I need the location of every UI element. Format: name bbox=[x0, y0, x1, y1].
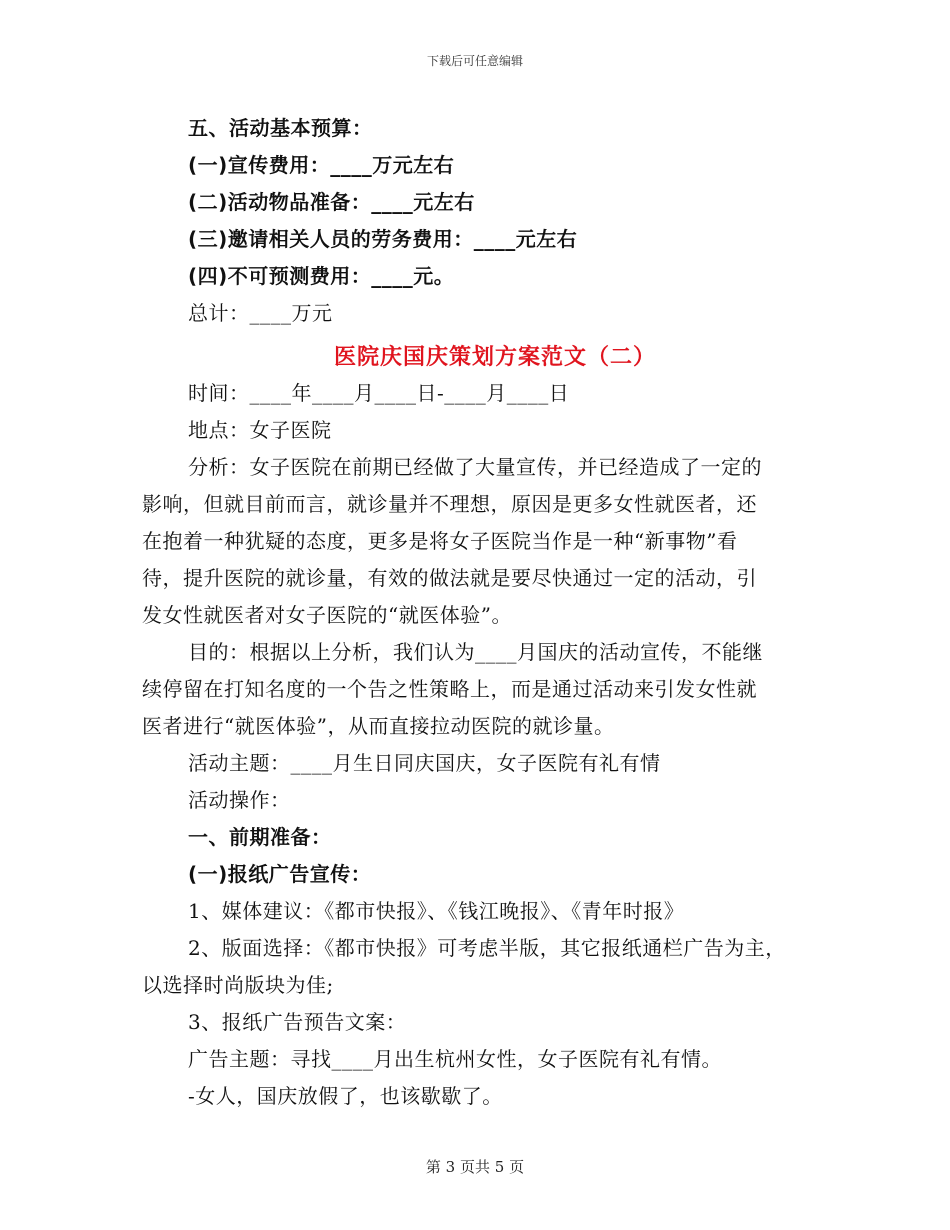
layout-line: 2、版面选择：《都市快报》可考虑半版，其它报纸通栏广告为主， bbox=[188, 936, 786, 960]
ad-line: -女人，国庆放假了，也该歇歇了。 bbox=[188, 1084, 503, 1108]
page-header: 下载后可任意编辑 bbox=[426, 54, 523, 68]
budget-item: (四)不可预测费用：____元。 bbox=[188, 264, 455, 288]
budget-heading: 五、活动基本预算： bbox=[188, 116, 373, 140]
operation-line: 活动操作： bbox=[188, 788, 291, 812]
theme-line: 活动主题：____月生日同庆国庆，女子医院有礼有情 bbox=[188, 751, 661, 775]
time-line: 时间：____年____月____日-____月____日 bbox=[188, 381, 570, 405]
purpose-line: 目的：根据以上分析，我们认为____月国庆的活动宣传，不能继 bbox=[188, 640, 763, 664]
document-title: 医院庆国庆策划方案范文（二） bbox=[333, 345, 656, 370]
media-line: 1、媒体建议：《都市快报》、《钱江晚报》、《青年时报》 bbox=[188, 899, 685, 923]
purpose-line: 医者进行“就医体验”，从而直接拉动医院的就诊量。 bbox=[142, 714, 615, 738]
budget-total: 总计：____万元 bbox=[188, 301, 333, 325]
analysis-line: 待，提升医院的就诊量，有效的做法就是要尽快通过一定的活动，引 bbox=[142, 566, 757, 590]
purpose-line: 续停留在打知名度的一个告之性策略上，而是通过活动来引发女性就 bbox=[142, 677, 757, 701]
ad-theme-line: 广告主题：寻找____月出生杭州女性，女子医院有礼有情。 bbox=[188, 1047, 722, 1071]
place-line: 地点：女子医院 bbox=[188, 418, 332, 442]
analysis-line: 影响，但就目前而言，就诊量并不理想，原因是更多女性就医者，还 bbox=[142, 492, 757, 516]
newspaper-heading: (一)报纸广告宣传： bbox=[188, 862, 372, 886]
copy-heading: 3、报纸广告预告文案： bbox=[188, 1010, 407, 1034]
budget-item: (三)邀请相关人员的劳务费用：____元左右 bbox=[188, 227, 578, 251]
layout-line: 以选择时尚版块为佳; bbox=[142, 973, 334, 997]
budget-item: (一)宣传费用：____万元左右 bbox=[188, 153, 455, 177]
analysis-line: 分析：女子医院在前期已经做了大量宣传，并已经造成了一定的 bbox=[188, 455, 762, 479]
budget-item: (二)活动物品准备：____元左右 bbox=[188, 190, 475, 214]
prep-heading: 一、前期准备： bbox=[188, 825, 332, 849]
analysis-line: 在抱着一种犹疑的态度，更多是将女子医院当作是一种“新事物”看 bbox=[142, 529, 738, 553]
analysis-line: 发女性就医者对女子医院的“就医体验”。 bbox=[142, 603, 512, 627]
page-footer: 第 3 页共 5 页 bbox=[425, 1158, 525, 1176]
